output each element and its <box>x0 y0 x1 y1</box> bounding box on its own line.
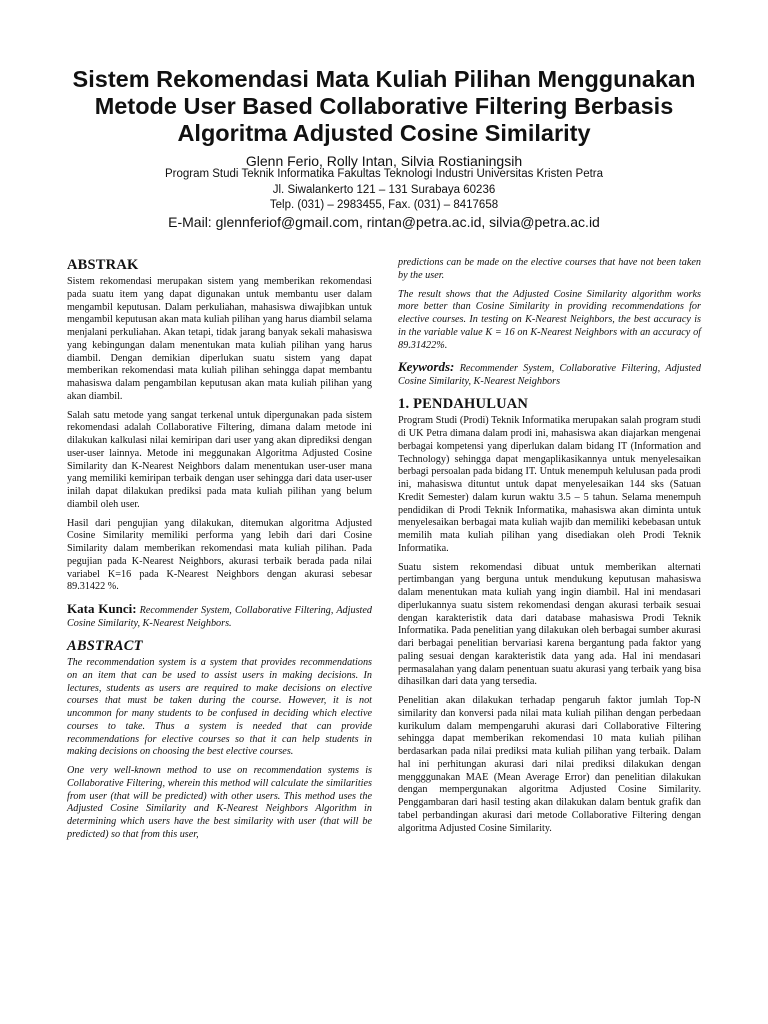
pendahuluan-heading: 1. PENDAHULUAN <box>398 396 529 413</box>
kata-kunci-label: Kata Kunci: <box>67 601 137 616</box>
keywords-label: Keywords: <box>398 359 455 375</box>
paper-title <box>40 66 728 147</box>
abstrak-paragraph-3: Hasil dari pengujian yang dilakukan, ditemukan algoritma Adjusted Cosine Similarity memiliki performa yang lebih dari dari Cosine Similarity dalam memberikan rekomendasi mata kuliah pilihan. Pada pegujian pada K-Nearest Neighbors, akurasi terbaik berada pada nilai variabel K=16 pada K-Nearest Neighbors dengan akurasi sebesar 89.31422 %. <box>67 517 372 593</box>
abstrak-heading: ABSTRAK <box>67 257 139 273</box>
affiliation-block <box>40 167 728 214</box>
title-line-2: Metode User Based Collaborative Filtering Berbasis <box>94 93 674 119</box>
kata-kunci-text: Recommender System, Collaborative Filtering, Adjusted Cosine Similarity, K-Nearest Neighbors. <box>67 605 372 629</box>
pendahuluan-paragraph-2: Suatu sistem rekomendasi dibuat untuk memberikan alternati pertimbangan yang berguna untuk mendukung keputusan mahasiswa dalam menentukan mata kuliah yang ingin diambil. Hal ini mendasari diperlukannya suatu sistem rekomendasi dengan akurasi terbaik sesuai dengan karakteristik data dari database mahasiswa Prodi Teknik Informatika. Pada penelitian yang dilakukan oleh berbagai sumber akurasi dari berbagai penelitian bervariasi karena bergantung pada faktor yang paling sesuai dengan karakteristik data yang ada. Hal ini mendasari permasalahan yang dalam penentuan suatu akurasi yang terbaik yang bisa dihasilkan dari data yang tersedia. <box>398 561 701 688</box>
abstract-paragraph-2: One very well-known method to use on recommendation systems is Collaborative Filtering, wherein this method will calculate the similarities from user (that will be predicted) with other users. This method uses the Adjusted Cosine Similarity and K-Nearest Neighbors Algorithm in determining which users have the best similarity with user (that will be predicted) so that from this user, <box>67 765 372 840</box>
abstract-paragraph-3: The result shows that the Adjusted Cosine Similarity algorithm works more better than Cosine Similarity in providing recommendations for elective courses. In testing on K-Nearest Neighbors, the best accuracy is in the variable value K = 16 on K-Nearest Neighbors with an accuracy of 89.31422%. <box>398 288 701 351</box>
keywords-text: Recommender System, Collaborative Filtering, Adjusted Cosine Similarity, K-Nearest Neighbors <box>398 363 701 388</box>
abstract-paragraph-1: The recommendation system is a system that provides recommendations on an item that can be used to assist users in making decisions. In lectures, students as users are required to make decisions on elective courses that must be taken during the course. However, it is not uncommon for many students to be confused in deciding which elective courses to take. Thus a system is needed that can provide recommendations for elective courses so that it can help students in making decisions on choosing the best elective courses. <box>67 657 372 758</box>
abstract-heading: ABSTRACT <box>67 638 143 654</box>
title-line-1: Sistem Rekomendasi Mata Kuliah Pilihan Menggunakan <box>72 66 696 92</box>
keywords <box>398 360 701 388</box>
pendahuluan-paragraph-1: Program Studi (Prodi) Teknik Informatika merupakan salah program studi di UK Petra dimana dalam prodi ini, mahasiswa akan diajarkan mengenai berbagai kompetensi yang diperlukan dalam bidang IT (Information and Technology) sehingga dapat mengaplikasikannya untuk menyelesaikan berbagi persoalan pada bidang IT. Untuk menempuh kelulusan pada prodi ini, mahasiswa dituntut untuk dapat menyelesaikan 144 sks (Satuan Kredit Semester) dalam kurun waktu 3.5 – 5 tahun. Selama menempuh pendidikan di Prodi Teknik Informatika, mahasiswa akan diminta untuk menyelesaikan berbagai mata kuliah wajib dan memiliki kebebasan untuk memilih mata kuliah pilihan yang disediakan oleh Prodi Teknik Informatika. <box>398 415 701 554</box>
email-line: E-Mail: glennferiof@gmail.com, rintan@petra.ac.id, silvia@petra.ac.id <box>168 214 600 230</box>
authors: Glenn Ferio, Rolly Intan, Silvia Rostianingsih <box>245 153 523 169</box>
abstract-paragraph-2-continued: predictions can be made on the elective courses that have not been taken by the user. <box>398 257 701 281</box>
title-line-3: Algoritma Adjusted Cosine Similarity <box>177 120 591 146</box>
phone-fax: Telp. (031) – 2983455, Fax. (031) – 8417658 <box>269 199 499 211</box>
left-column <box>67 256 372 848</box>
pendahuluan-paragraph-3: Penelitian akan dilakukan terhadap pengaruh faktor jumlah Top-N similarity dan konversi pada nilai mata kuliah pilihan dengan perbedaan kurikulum dalam mempengaruhi akurasi dari Collaborative Filtering sehingga dapat memberikan rekomendasi 10 mata kuliah pilihan berdasarkan pada nilai prediksi mata kuliah pilihan yang terbaik. Dalam hal ini perhitungan akurasi dari nilai prediksi dilakukan dengan mengggunakan MAE (Mean Average Error) dan penelitian dilakukan dengan mempergunakan algoritma Adjusted Cosine Similarity. Penggambaran dari hasil testing akan dilakukan dalam bentuk grafik dan tabel perbandingan akurasi dari metode Collaborative Filtering dengan algoritma Adjusted Cosine Similarity. <box>398 695 701 834</box>
right-column <box>398 257 701 841</box>
address: Jl. Siwalankerto 121 – 131 Surabaya 60236 <box>272 183 496 196</box>
abstrak-paragraph-2: Salah satu metode yang sangat terkenal untuk dipergunakan pada sistem rekomendasi adalah Collaborative Filtering, dimana dalam metode ini dilakukan kalkulasi nilai kemiripan dari user yang akan diprediksi dengan user-user lainnya. Metode ini meggunakan Algoritma Adjusted Cosine Similarity dan K-Nearest Neighbors dalam menentukan user-user mana yang memiliki kemiripan terbaik dengan user sehingga dari data user-user inilah dapat dilakukan prediksi pada mata kuliah pilihan yang belum diambil oleh user. <box>67 409 372 510</box>
abstrak-paragraph-1: Sistem rekomendasi merupakan sistem yang memberikan rekomendasi pada suatu item yang dapat digunakan untuk membantu user dalam mengambil keputusan. Dalam perkuliahan, mahasiswa diwajibkan untuk mengambil keputusan akan mata kuliah pilihan yang harus diambil selama menjalani perkuliahan. Akan tetapi, tidak jarang banyak sekali mahasiswa yang kebingungan dalam menentukan mata kuliah pilihan yang harus diambil. Dengan demikian diperlukan suatu sistem yang dapat memberikan rekomendasi mata kuliah pilihan sehingga dapat membantu mahasiswa dalam pengambilan keputusan akan mata kuliah pilihan yang akan diambil. <box>67 276 372 402</box>
kata-kunci <box>67 602 372 630</box>
affiliation: Program Studi Teknik Informatika Fakultas Teknologi Industri Universitas Kristen Petra <box>164 168 604 180</box>
